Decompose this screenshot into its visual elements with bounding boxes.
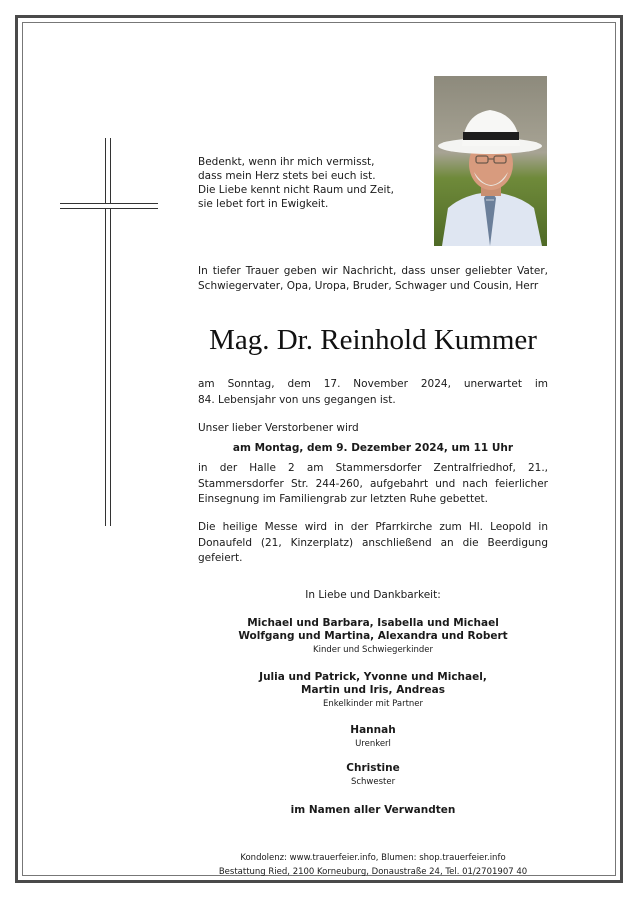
sister-role: Schwester bbox=[350, 777, 396, 787]
poem-line: Bedenkt, wenn ihr mich vermisst, bbox=[198, 156, 375, 168]
mass-line: Die heilige Messe wird in der Pfarrkirche zum Hl. Leopold in bbox=[198, 521, 548, 533]
intro-line: Schwiegervater, Opa, Uropa, Bruder, Schwager und Cousin, Herr bbox=[198, 280, 539, 292]
greatgrandchild-role: Urenkerl bbox=[355, 739, 391, 749]
poem-line: dass mein Herz stets bei euch ist. bbox=[198, 170, 376, 182]
grandchildren-names: Martin und Iris, Andreas bbox=[301, 684, 445, 696]
grandchildren-role: Enkelkinder mit Partner bbox=[322, 699, 424, 709]
mass-details bbox=[198, 520, 548, 567]
footer-undertaker: Bestattung Ried, 2100 Korneuburg, Donaustraße 24, Tel. 01/2701907 40 bbox=[218, 867, 528, 877]
children-names: Michael und Barbara, Isabella und Michael bbox=[247, 617, 499, 629]
poem-line: sie lebet fort in Ewigkeit. bbox=[198, 198, 329, 210]
funeral-line: Einsegnung im Familiengrab zur letzten Ruhe gebettet. bbox=[198, 493, 489, 505]
funeral-lead: Unser lieber Verstorbener wird bbox=[198, 422, 359, 434]
death-notice-line: am Sonntag, dem 17. November 2024, unerwartet im bbox=[198, 378, 548, 390]
grandchildren-names: Julia und Patrick, Yvonne und Michael, bbox=[259, 671, 487, 683]
funeral-details bbox=[198, 461, 548, 508]
deceased-name: Mag. Dr. Reinhold Kummer bbox=[209, 324, 537, 356]
portrait-photo bbox=[434, 76, 547, 246]
announcement-intro bbox=[198, 264, 548, 294]
death-notice bbox=[198, 377, 548, 408]
sister-name: Christine bbox=[346, 762, 400, 774]
funeral-date: am Montag, dem 9. Dezember 2024, um 11 Uhr bbox=[232, 442, 514, 454]
children-names: Wolfgang und Martina, Alexandra und Robert bbox=[238, 630, 508, 642]
poem-line: Die Liebe kennt nicht Raum und Zeit, bbox=[198, 184, 394, 196]
closing-line: im Namen aller Verwandten bbox=[290, 804, 456, 816]
children-role: Kinder und Schwiegerkinder bbox=[313, 645, 433, 655]
greatgrandchild-name: Hannah bbox=[350, 724, 396, 736]
intro-line: In tiefer Trauer geben wir Nachricht, dass unser geliebter Vater, bbox=[198, 265, 548, 277]
death-notice-line: 84. Lebensjahr von uns gegangen ist. bbox=[198, 393, 396, 406]
memorial-poem bbox=[198, 155, 418, 211]
mass-line: gefeiert. bbox=[198, 552, 243, 564]
mass-line: Donaufeld (21, Kinzerplatz) anschließend an die Beerdigung bbox=[198, 536, 548, 549]
footer-condolence: Kondolenz: www.trauerfeier.info, Blumen: shop.trauerfeier.info bbox=[240, 853, 506, 863]
funeral-line: Stammersdorfer Str. 244-260, aufgebahrt und nach feierlicher bbox=[198, 477, 548, 490]
funeral-line: in der Halle 2 am Stammersdorfer Zentralfriedhof, 21., bbox=[198, 462, 548, 474]
mourners-heading: In Liebe und Dankbarkeit: bbox=[305, 589, 441, 601]
